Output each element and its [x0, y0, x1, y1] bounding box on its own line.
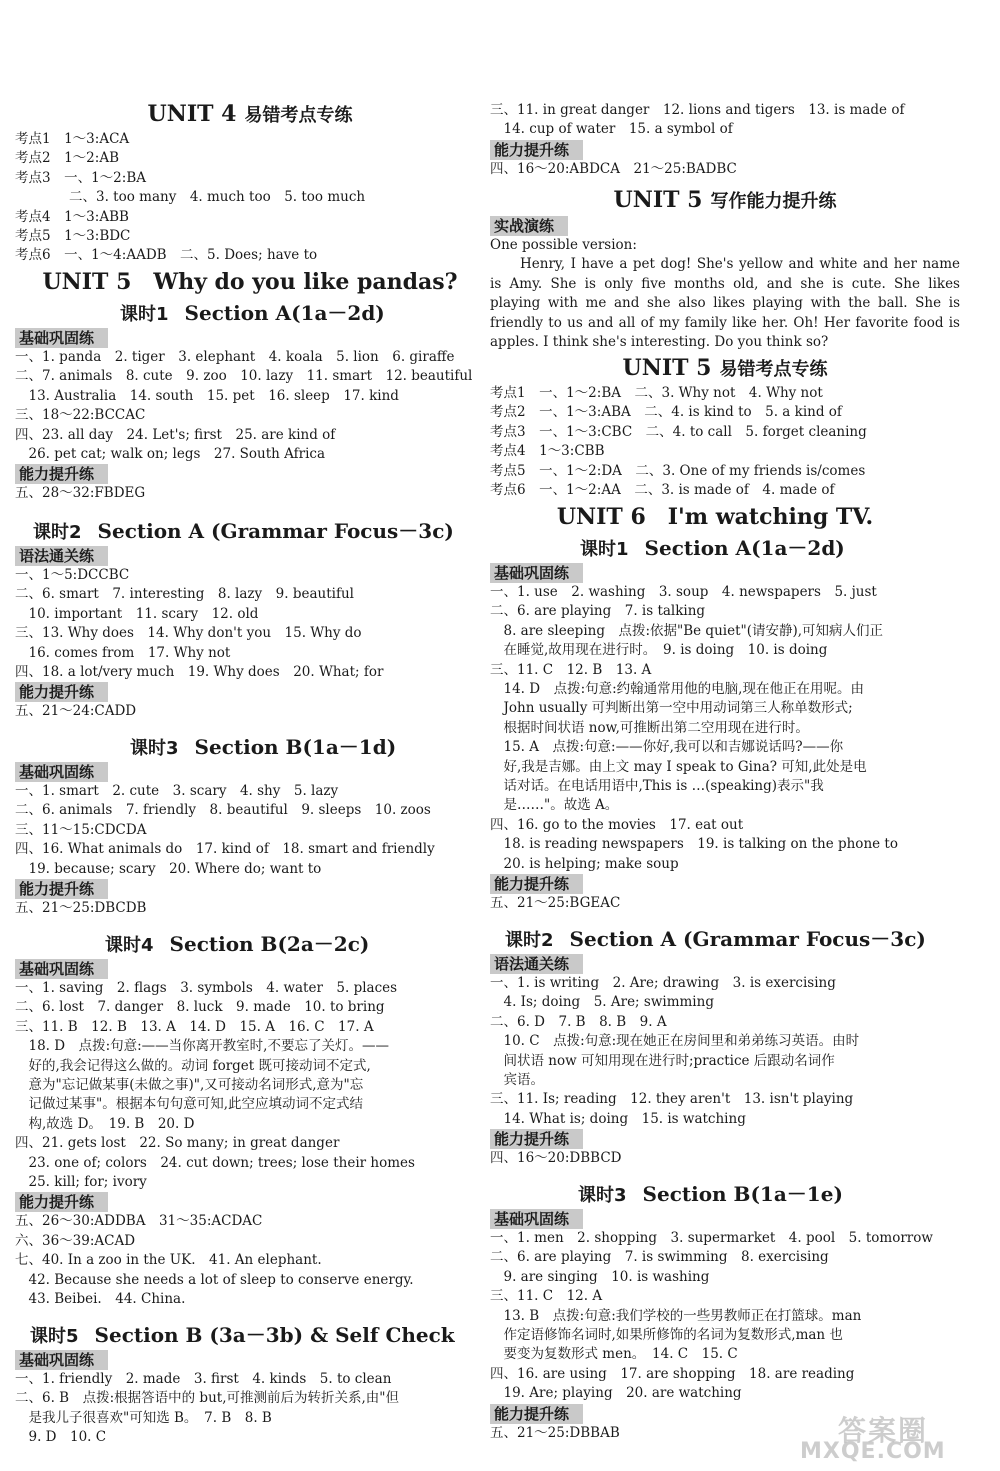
answer-line: 三、13. Why does 14. Why don't you 15. Why do	[15, 625, 362, 642]
unit5-error-section	[490, 354, 960, 500]
answer-line: 二、6. animals 7. friendly 8. beautiful 9. sleeps 10. zoos	[15, 802, 431, 819]
lesson1-title	[15, 300, 485, 328]
answer-line: 四、16. go to the movies 17. eat out	[490, 816, 744, 833]
unit6-header	[490, 503, 960, 531]
answer-line: 构,故选 D。 19. B 20. D	[15, 1115, 195, 1132]
answer-line: 好,我是吉娜。由上文 may I speak to Gina? 可知,此处是电	[490, 758, 867, 775]
answer-line: 三、11～15:CDCDA	[15, 821, 147, 838]
section-bar-advanced: 能力提升练	[15, 682, 108, 702]
answer-line: 二、6. are playing 7. is talking	[490, 603, 706, 620]
lesson-section: Section A (Grammar Focus－3c)	[569, 927, 926, 951]
lesson-section: Section B(1a－1e)	[642, 1182, 843, 1206]
lesson5-answers	[15, 1370, 485, 1448]
answer-line: 20. is helping; make soup	[490, 855, 679, 872]
section-bar-practice: 实战演练	[490, 216, 568, 236]
lesson-number: 课时4	[105, 935, 154, 956]
unit4-title	[15, 100, 485, 130]
answer-line: 好的,我会记得这么做的。动词 forget 既可接动词不定式,	[15, 1057, 371, 1074]
u6-lesson1-title	[490, 535, 960, 563]
answer-line: 18. D 点拨:句意:——当你离开教室时,不要忘了关灯。——	[15, 1038, 389, 1055]
answer-line: 13. Australia 14. south 15. pet 16. sleep 17. kind	[15, 387, 399, 404]
answer-line: 二、6. smart 7. interesting 8. lazy 9. beautiful	[15, 586, 354, 603]
answer-line: 考点4 1～3:CBB	[490, 443, 605, 460]
answer-line: 四、16～20:DBBCD	[490, 1150, 622, 1167]
unit5-error-answers	[490, 384, 960, 500]
lesson4-title	[15, 931, 485, 959]
answer-line: 26. pet cat; walk on; legs 27. South Africa	[15, 446, 326, 463]
lesson-section: Section B(2a－2c)	[169, 932, 370, 956]
section-bar-advanced: 能力提升练	[490, 1129, 583, 1149]
sample-essay	[490, 255, 960, 352]
section-bar-basic: 基础巩固练	[15, 959, 108, 979]
u6-lesson3-title	[490, 1181, 960, 1209]
answer-line: 五、21～24:CADD	[15, 703, 137, 720]
answer-line: 三、11. in great danger 12. lions and tigers 13. is made of	[490, 102, 905, 118]
lesson2-answers	[15, 566, 485, 682]
answer-line: 23. one of; colors 24. cut down; trees; lose their homes	[15, 1154, 415, 1171]
lesson2-section	[15, 518, 485, 722]
answer-line: 一、1. friendly 2. made 3. first 4. kinds 5. to clean	[15, 1371, 392, 1387]
answer-line: 考点1 1～3:ACA	[15, 131, 130, 147]
lesson3-title	[15, 734, 485, 762]
answer-line: 13. B 点拨:句意:我们学校的一些男教师正在打篮球。man	[490, 1307, 862, 1324]
u6-lesson2-answers	[490, 974, 960, 1129]
u6-lesson1-answers	[490, 583, 960, 874]
answer-line: 话对话。在电话用语中,This is …(speaking)表示"我	[490, 778, 824, 795]
answer-line: 二、6. lost 7. danger 8. luck 9. made 10. to bring	[15, 999, 385, 1016]
unit-subtitle: 写作能力提升练	[710, 191, 837, 212]
u6-lesson3-answers	[490, 1229, 960, 1404]
answer-line: 五、21～25:DBBAB	[490, 1424, 620, 1441]
lesson-number: 课时3	[130, 738, 179, 759]
answer-line: 三、11. Is; reading 12. they aren't 13. isn't playing	[490, 1091, 854, 1108]
answer-line: 四、16. are using 17. are shopping 18. are reading	[490, 1365, 855, 1382]
section-bar-basic: 基础巩固练	[15, 762, 108, 782]
lesson4-advanced-answers	[15, 1212, 485, 1309]
answer-line: 五、28～32:FBDEG	[15, 485, 146, 502]
answer-line: 三、11. C 12. A	[490, 1288, 603, 1305]
section-bar-basic: 基础巩固练	[490, 1209, 583, 1229]
lesson-number: 课时1	[120, 304, 169, 325]
answer-line: 是我儿子很喜欢"可知选 B。 7. B 8. B	[15, 1409, 272, 1426]
site-watermark	[800, 1407, 990, 1467]
answer-line: 19. because; scary 20. Where do; want to	[15, 860, 322, 877]
lesson2-title	[15, 518, 485, 546]
section-bar-advanced: 能力提升练	[15, 464, 108, 484]
unit-label: UNIT 5	[613, 187, 703, 213]
u6-lesson3-section	[490, 1181, 960, 1443]
answer-line: 三、11. B 12. B 13. A 14. D 15. A 16. C 17. A	[15, 1018, 374, 1035]
unit-label: UNIT 4	[147, 101, 237, 127]
section-bar-basic: 基础巩固练	[15, 1350, 108, 1370]
unit6-title: UNIT 6 I'm watching TV.	[556, 504, 874, 530]
answer-line: John usually 可判断出第一空中用动词第三人称单数形式;	[490, 700, 853, 717]
section-bar-grammar: 语法通关练	[15, 546, 108, 566]
answer-line: 二、6. B 点拨:根据答语中的 but,可推测前后为转折关系,由"但	[15, 1390, 399, 1407]
answer-line: 19. Are; playing 20. are watching	[490, 1385, 742, 1402]
lesson5-continued-answers	[490, 101, 960, 140]
lesson-number: 课时2	[505, 930, 554, 951]
unit5-writing-section	[490, 186, 960, 352]
answer-line: 14. cup of water 15. a symbol of	[490, 121, 733, 138]
u6-lesson1-section	[490, 535, 960, 914]
unit-subtitle: 易错考点专练	[244, 105, 353, 126]
answer-line: 14. D 点拨:句意:约翰通常用他的电脑,现在他正在用呢。由	[490, 681, 864, 698]
answer-line: 记做过某事"。根据本句句意可知,此空应填动词不定式结	[15, 1096, 363, 1113]
answer-line: 一、1. smart 2. cute 3. scary 4. shy 5. lazy	[15, 783, 339, 799]
answer-line: 18. is reading newspapers 19. is talking on the phone to	[490, 836, 898, 853]
lesson-number: 课时5	[30, 1326, 79, 1347]
lesson1-answers	[15, 348, 485, 464]
section-bar-advanced: 能力提升练	[15, 1192, 108, 1212]
essay-intro: One possible version:	[490, 237, 637, 253]
u6-lesson1-advanced-answers	[490, 894, 960, 913]
lesson-section: Section A (Grammar Focus－3c)	[97, 519, 454, 543]
lesson5-continued	[490, 101, 960, 179]
lesson1-advanced-answers	[15, 484, 485, 503]
answer-line: 二、6. D 7. B 8. B 9. A	[490, 1013, 667, 1030]
lesson-section: Section B(1a－1d)	[194, 735, 397, 759]
lesson1-section	[15, 300, 485, 504]
lesson3-section	[15, 734, 485, 918]
lesson3-answers	[15, 782, 485, 879]
answer-line: 一、1～5:DCCBC	[15, 567, 130, 583]
lesson-number: 课时1	[580, 539, 629, 560]
section-bar-advanced: 能力提升练	[490, 874, 583, 894]
answer-line: 三、18～22:BCCAC	[15, 407, 146, 424]
watermark-url: MXQE.COM	[800, 1439, 946, 1464]
answer-line: 一、1. men 2. shopping 3. supermarket 4. pool 5. tomorrow	[490, 1230, 933, 1246]
section-bar-advanced: 能力提升练	[490, 1404, 583, 1424]
section-bar-basic: 基础巩固练	[490, 563, 583, 583]
essay-text: Henry, I have a pet dog! She's yellow and white and her name is Amy. She is only five months old, and she is cute. She likes playing with me and she also likes playing with the ball. She is friendly to us and all of my family like her. Oh! Her favorite food is apples. I think she's interesting. Do you think so?	[490, 256, 960, 351]
answer-line: 一、1. panda 2. tiger 3. elephant 4. koala 5. lion 6. giraffe	[15, 349, 455, 365]
answer-line: 是……"。故选 A。	[490, 797, 619, 814]
answer-line: 六、36～39:ACAD	[15, 1232, 136, 1249]
answer-line: 四、16～20:ABDCA 21～25:BADBC	[490, 160, 737, 177]
answer-line: 间状语 now 可知用现在进行时;practice 后跟动名词作	[490, 1052, 835, 1069]
lesson-number: 课时3	[578, 1185, 627, 1206]
answer-line: 8. are sleeping 点拨:依据"Be quiet"(请安静),可知病人们正	[490, 622, 884, 639]
answer-line: 作定语修饰名词时,如果所修饰的名词为复数形式,man 也	[490, 1327, 843, 1344]
answer-line: 考点5 一、1～2:DA 二、3. One of my friends is/comes	[490, 462, 866, 479]
unit5-title: UNIT 5 Why do you like pandas?	[42, 269, 458, 295]
answer-line: 七、40. In a zoo in the UK. 41. An elephant.	[15, 1252, 322, 1269]
answer-line: 14. What is; doing 15. is watching	[490, 1110, 746, 1127]
answer-line: 9. are singing 10. is washing	[490, 1268, 710, 1285]
answer-line: 16. comes from 17. Why not	[15, 644, 231, 661]
lesson-section: Section A(1a－2d)	[644, 536, 845, 560]
lesson4-section	[15, 931, 485, 1310]
section-bar-grammar: 语法通关练	[490, 954, 583, 974]
answer-line: 4. Is; doing 5. Are; swimming	[490, 994, 714, 1011]
answer-line: 四、21. gets lost 22. So many; in great danger	[15, 1135, 340, 1152]
unit5-error-title	[490, 354, 960, 384]
answer-line: 考点1 一、1～2:BA 二、3. Why not 4. Why not	[490, 385, 823, 401]
answer-line: 考点6 一、1～4:AADB 二、5. Does; have to	[15, 247, 318, 264]
answer-line: 43. Beibei. 44. China.	[15, 1291, 186, 1308]
unit5-header	[15, 268, 485, 296]
lesson5-advanced-answers	[490, 160, 960, 179]
answer-line: 考点6 一、1～2:AA 二、3. is made of 4. made of	[490, 482, 835, 499]
answer-line: 42. Because she needs a lot of sleep to conserve energy.	[15, 1271, 414, 1288]
answer-line: 一、1. is writing 2. Are; drawing 3. is exercising	[490, 975, 836, 991]
unit5-writing-title	[490, 186, 960, 216]
answer-line: 五、21～25:BGEAC	[490, 895, 621, 912]
section-bar-advanced: 能力提升练	[15, 879, 108, 899]
answer-line: 考点3 一、1～2:BA	[15, 169, 146, 186]
answer-line: 9. D 10. C	[15, 1429, 107, 1446]
lesson2-advanced-answers	[15, 702, 485, 721]
answer-line: 根据时间状语 now,可推断出第二空用现在进行时。	[490, 719, 809, 736]
unit4-answers	[15, 130, 485, 266]
answer-line: 考点2 1～2:AB	[15, 150, 119, 167]
watermark-logo-text: 答案圈	[838, 1414, 929, 1447]
answer-line: 二、3. too many 4. much too 5. too much	[15, 189, 366, 206]
u6-lesson2-advanced-answers	[490, 1149, 960, 1168]
answer-line: 10. C 点拨:句意:现在她正在房间里和弟弟练习英语。由时	[490, 1033, 860, 1050]
lesson5-title	[15, 1322, 485, 1350]
lesson3-advanced-answers	[15, 899, 485, 918]
lesson4-answers	[15, 979, 485, 1192]
u6-lesson2-title	[490, 926, 960, 954]
answer-line: 要变为复数形式 men。 14. C 15. C	[490, 1346, 738, 1363]
answer-line: 考点5 1～3:BDC	[15, 228, 131, 245]
answer-line: 考点2 一、1～3:ABA 二、4. is kind to 5. a kind of	[490, 404, 842, 421]
answer-line: 宾语。	[490, 1072, 544, 1089]
answer-line: 10. important 11. scary 12. old	[15, 605, 259, 622]
lesson5-section	[15, 1322, 485, 1448]
answer-line: 三、11. C 12. B 13. A	[490, 661, 652, 678]
answer-line: 二、7. animals 8. cute 9. zoo 10. lazy 11. smart 12. beautiful	[15, 368, 473, 385]
lesson-section: Section B (3a－3b) & Self Check	[94, 1323, 455, 1347]
unit-label: UNIT 5	[622, 355, 712, 381]
answer-line: 考点4 1～3:ABB	[15, 208, 129, 225]
answer-line: 二、6. are playing 7. is swimming 8. exercising	[490, 1249, 829, 1266]
lesson-section: Section A(1a－2d)	[184, 301, 385, 325]
answer-line: 四、23. all day 24. Let's; first 25. are kind of	[15, 426, 336, 443]
answer-line: 一、1. use 2. washing 3. soup 4. newspapers 5. just	[490, 584, 877, 600]
unit4-error-section	[15, 100, 485, 266]
answer-line: 四、18. a lot/very much 19. Why does 20. What; for	[15, 664, 384, 681]
lesson-number: 课时2	[33, 522, 82, 543]
answer-line: 五、21～25:DBCDB	[15, 900, 147, 917]
section-bar-advanced: 能力提升练	[490, 140, 583, 160]
answer-line: 25. kill; for; ivory	[15, 1174, 147, 1191]
unit-subtitle: 易错考点专练	[719, 359, 828, 380]
answer-line: 五、26～30:ADDBA 31～35:ACDAC	[15, 1213, 263, 1230]
u6-lesson2-section	[490, 926, 960, 1169]
answer-line: 考点3 一、1～3:CBC 二、4. to call 5. forget cleaning	[490, 423, 867, 440]
answer-line: 在睡觉,故用现在进行时。 9. is doing 10. is doing	[490, 642, 828, 659]
answer-line: 15. A 点拨:句意:——你好,我可以和吉娜说话吗?——你	[490, 739, 844, 756]
answer-line: 意为"忘记做某事(未做之事)",又可接动名词形式,意为"忘	[15, 1077, 364, 1094]
section-bar-basic: 基础巩固练	[15, 328, 108, 348]
answer-line: 一、1. saving 2. flags 3. symbols 4. water 5. places	[15, 980, 398, 996]
answer-line: 四、16. What animals do 17. kind of 18. smart and friendly	[15, 841, 435, 858]
